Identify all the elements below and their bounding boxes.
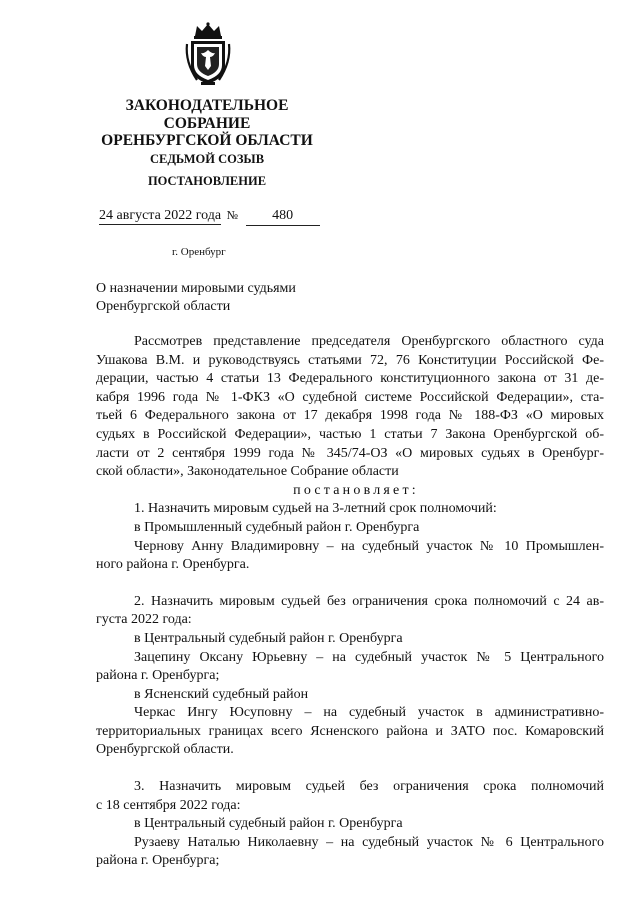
number-sign: №: [226, 208, 239, 222]
item-3: [96, 778, 604, 871]
court-district: в Ясненский судебный район: [134, 686, 309, 702]
item-heading: с 18 сентября 2022 года:: [96, 797, 241, 813]
appointee-line: района г. Оренбурга;: [96, 853, 220, 869]
court-district: в Центральный судебный район г. Оренбурга: [134, 630, 403, 646]
org-name-line-3: ОРЕНБУРГСКОЙ ОБЛАСТИ: [101, 132, 313, 149]
appointee-line: района г. Оренбурга;: [96, 668, 220, 684]
item-heading: густа 2022 года:: [96, 612, 192, 628]
title-line: Оренбургской области: [96, 299, 231, 314]
resolves-word: постановляет:: [293, 482, 419, 498]
document-type: ПОСТАНОВЛЕНИЕ: [147, 174, 267, 188]
org-name-line-2: СОБРАНИЕ: [163, 115, 251, 132]
preamble-line: дерации, частью 4 статьи 13 Федерального конституционного закона от 31 де-: [96, 371, 604, 387]
document-body: [96, 333, 604, 871]
item-heading: 2. Назначить мировым судьей без ограничения срока полномочий с 24 ав-: [134, 593, 604, 609]
court-district: в Центральный судебный район г. Оренбурга: [134, 816, 403, 832]
coat-of-arms-emblem: [183, 22, 233, 88]
appointee-line: Чернову Анну Владимировну – на судебный участок № 10 Промышлен-: [134, 538, 604, 554]
appointee-line: Рузаеву Наталью Николаевну – на судебный участок № 6 Центрального: [134, 834, 604, 850]
appointee-line: Оренбургской области.: [96, 742, 234, 758]
item-heading: 3. Назначить мировым судьей без ограничения срока полномочий: [134, 779, 604, 795]
preamble-line: ской области», Законодательное Собрание области: [96, 464, 399, 480]
preamble-line: Рассмотрев представление председателя Оренбургского областного суда: [134, 334, 604, 349]
preamble: [96, 333, 604, 482]
item-2: [96, 593, 604, 760]
court-district: в Промышленный судебный район г. Оренбурга: [134, 519, 420, 535]
preamble-line: судьях в Российской Федерации», частью 1 статьи 7 Закона Оренбургской об-: [96, 426, 604, 442]
document-date: 24 августа 2022 года: [99, 208, 222, 223]
convocation: СЕДЬМОЙ СОЗЫВ: [149, 152, 265, 166]
date-and-number-line: [99, 206, 320, 226]
item-heading: 1. Назначить мировым судьей на 3-летний срок полномочий:: [134, 501, 497, 517]
appointee-line: ного района г. Оренбурга.: [96, 557, 250, 573]
document-title: [96, 280, 296, 316]
item-1: [96, 500, 604, 574]
appointee-line: территориальных границах всего Ясненского района и ЗАТО пос. Комаровский: [96, 723, 604, 739]
org-name-line-1: ЗАКОНОДАТЕЛЬНОЕ: [125, 97, 289, 114]
title-line: О назначении мировыми судьями: [96, 281, 296, 296]
city: г. Оренбург: [172, 246, 226, 258]
appointee-line: Зацепину Оксану Юрьевну – на судебный участок № 5 Центрального: [134, 649, 604, 665]
document-number: 480: [246, 207, 320, 226]
preamble-line: кабря 1996 года № 1-ФКЗ «О судебной системе Российской Федерации», ста-: [96, 389, 604, 405]
preamble-line: ласти от 2 сентября 1999 года № 345/74-ОЗ «О мировых судьях в Оренбург-: [96, 445, 604, 461]
appointee-line: Черкас Ингу Юсуповну – на судебный участок в административно-: [134, 705, 604, 721]
preamble-line: Ушакова В.М. и руководствуясь статьями 72, 76 Конституции Российской Фе-: [96, 352, 604, 368]
preamble-line: тьей 6 Федерального закона от 17 декабря 1998 года № 188-ФЗ «О мировых: [96, 408, 604, 424]
